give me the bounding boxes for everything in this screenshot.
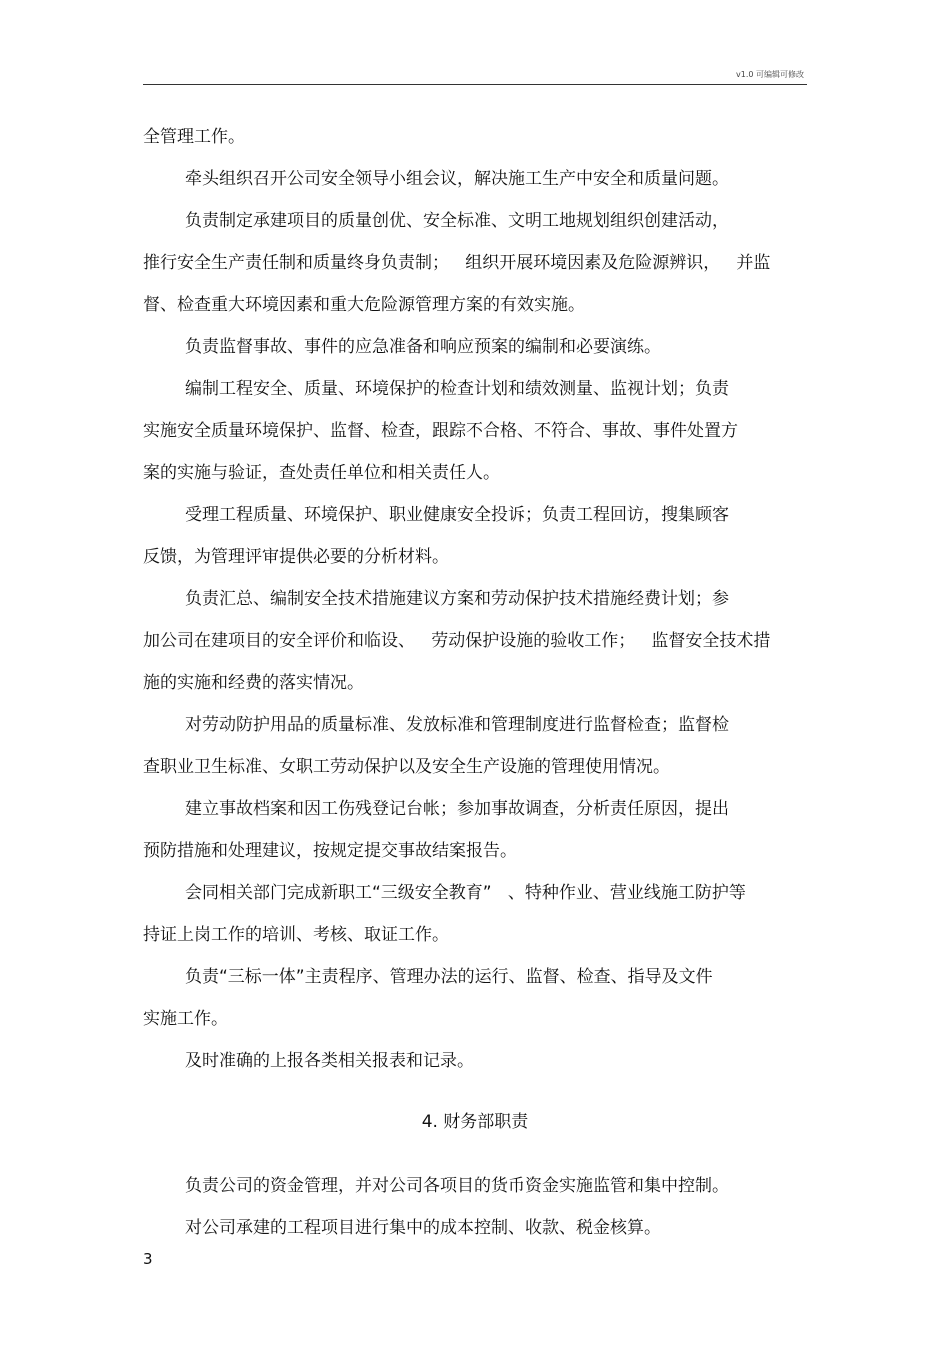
paragraph-line: 施的实施和经费的落实情况。	[143, 673, 364, 693]
paragraph-line: 建立事故档案和因工伤残登记台帐；参加事故调查，分析责任原因，提出	[185, 799, 729, 819]
paragraph-line: 负责监督事故、事件的应急准备和响应预案的编制和必要演练。	[185, 337, 661, 357]
paragraph-line: 负责制定承建项目的质量创优、安全标准、文明工地规划组织创建活动，	[185, 211, 729, 231]
paragraph-line: 案的实施与验证，查处责任单位和相关责任人。	[143, 463, 500, 483]
paragraph-line: 负责公司的资金管理，并对公司各项目的货币资金实施监管和集中控制。	[185, 1176, 729, 1196]
section-heading: 4. 财务部职责	[421, 1112, 529, 1132]
paragraph-line: 预防措施和处理建议，按规定提交事故结案报告。	[143, 841, 517, 861]
paragraph-line: 对公司承建的工程项目进行集中的成本控制、收款、税金核算。	[185, 1218, 661, 1238]
paragraph-line: 推行安全生产责任制和质量终身负责制； 组织开展环境因素及危险源辨识， 并监	[143, 253, 771, 273]
paragraph-line: 受理工程质量、环境保护、职业健康安全投诉；负责工程回访，搜集顾客	[185, 505, 729, 525]
paragraph-line: 会同相关部门完成新职工“三级安全教育” 、特种作业、营业线施工防护等	[185, 883, 746, 903]
paragraph-line: 负责“三标一体”主责程序、管理办法的运行、监督、检查、指导及文件	[185, 967, 713, 987]
paragraph-line: 对劳动防护用品的质量标准、发放标准和管理制度进行监督检查；监督检	[185, 715, 729, 735]
header-note: v1.0 可编辑可修改	[736, 70, 804, 79]
paragraph-line: 及时准确的上报各类相关报表和记录。	[185, 1051, 474, 1071]
header-rule	[143, 84, 807, 85]
paragraph-line: 反馈，为管理评审提供必要的分析材料。	[143, 547, 449, 567]
paragraph-line: 牵头组织召开公司安全领导小组会议，解决施工生产中安全和质量问题。	[185, 169, 729, 189]
paragraph-line: 持证上岗工作的培训、考核、取证工作。	[143, 925, 449, 945]
paragraph-line: 查职业卫生标准、女职工劳动保护以及安全生产设施的管理使用情况。	[143, 757, 670, 777]
paragraph-line: 负责汇总、编制安全技术措施建议方案和劳动保护技术措施经费计划；参	[185, 589, 729, 609]
page-number: 3	[143, 1250, 153, 1268]
paragraph-line: 加公司在建项目的安全评价和临设、 劳动保护设施的验收工作； 监督安全技术措	[143, 631, 771, 651]
paragraph-line: 全管理工作。	[143, 127, 245, 147]
paragraph-line: 编制工程安全、质量、环境保护的检查计划和绩效测量、监视计划；负责	[185, 379, 729, 399]
paragraph-line: 实施工作。	[143, 1009, 228, 1029]
paragraph-line: 实施安全质量环境保护、监督、检查，跟踪不合格、不符合、事故、事件处置方	[143, 421, 738, 441]
paragraph-line: 督、检查重大环境因素和重大危险源管理方案的有效实施。	[143, 295, 585, 315]
